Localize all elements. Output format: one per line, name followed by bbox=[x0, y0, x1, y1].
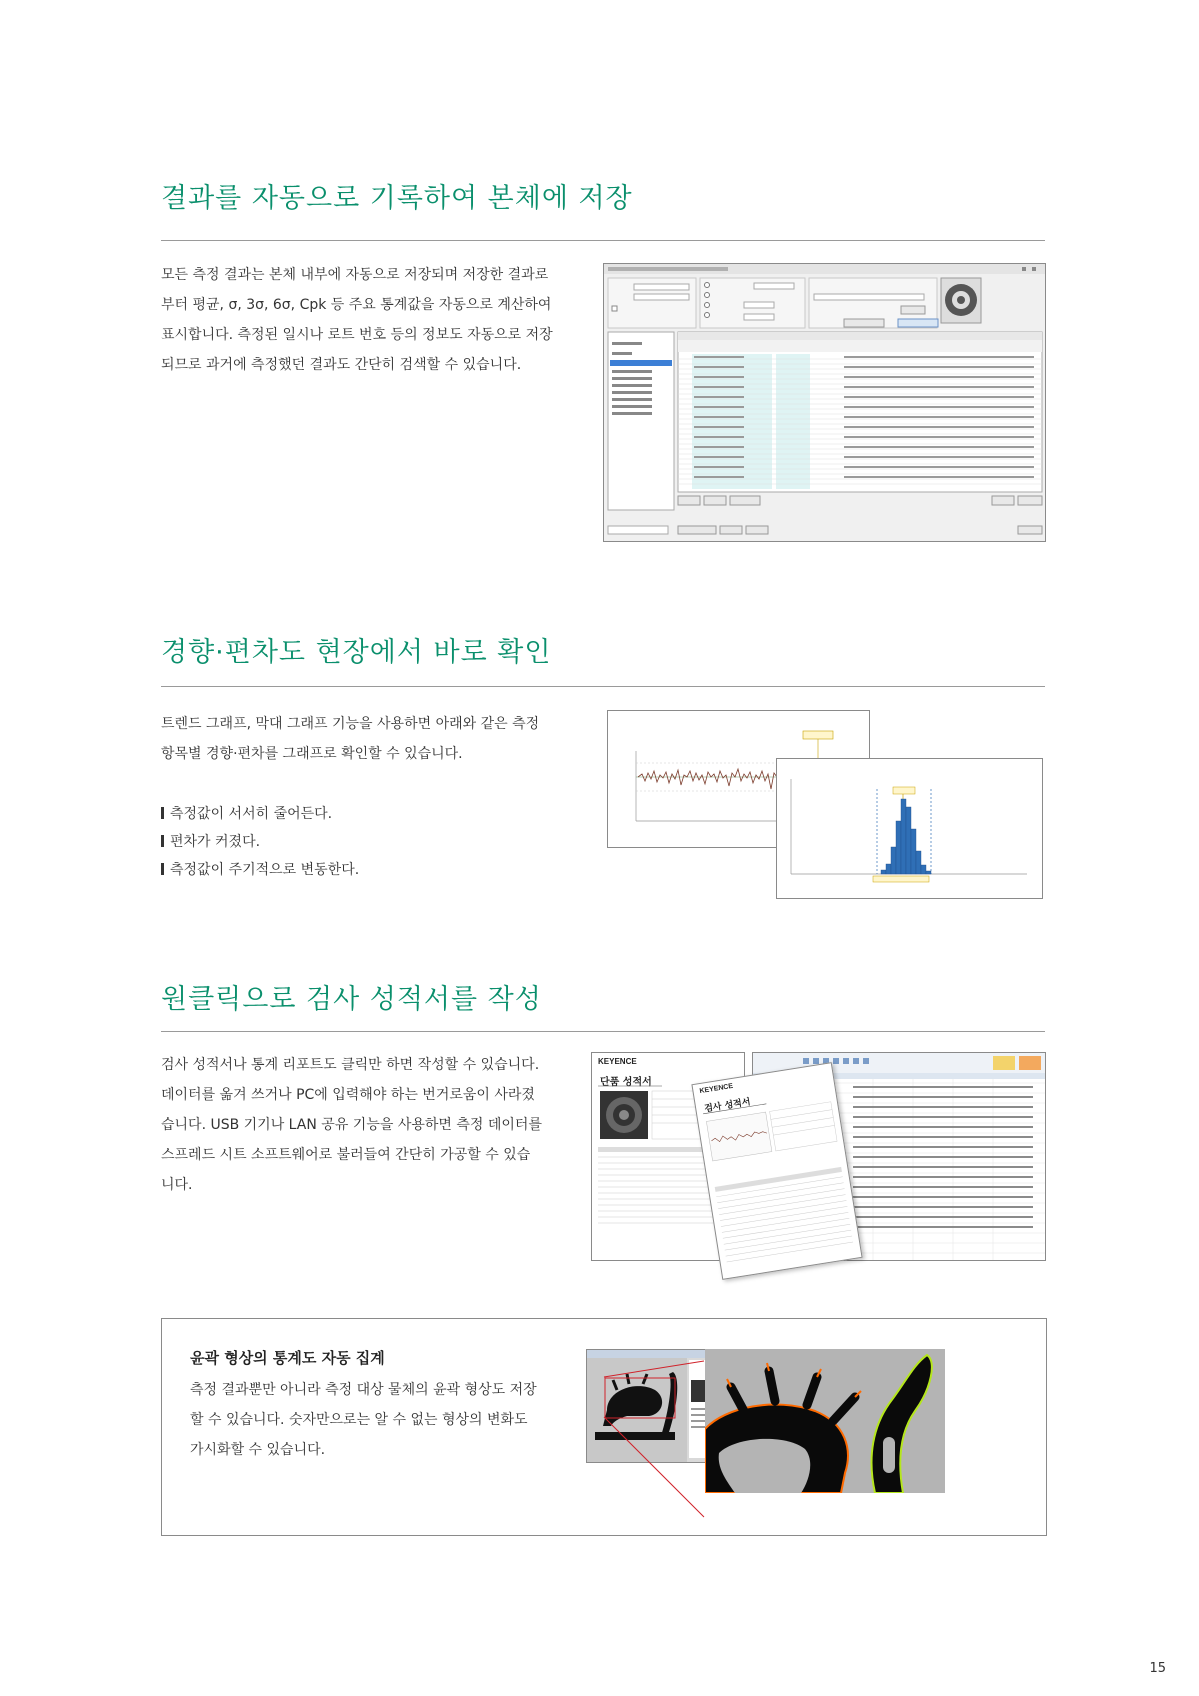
zoom-connector-lines bbox=[602, 1359, 706, 1519]
section-1-body: 모든 측정 결과는 본체 내부에 자동으로 저장되며 저장한 결과로 부터 평균, σ, 3σ, 6σ, Cpk 등 주요 통계값을 자동으로 계산하여 표시합니다. 측정된 일시나 로트 번호 등의 정보도 자동으로 저장 되므로 과거에 측정했던 결과도 간단히 검색할 수 있습니다. bbox=[161, 267, 553, 373]
bullet-item: 편차가 커졌다. bbox=[161, 828, 359, 856]
report-1-title: 단품 성적서 bbox=[600, 1077, 652, 1088]
bullet-item: 측정값이 주기적으로 변동한다. bbox=[161, 856, 359, 884]
callout-title: 윤곽 형상의 통계도 자동 집계 bbox=[190, 1349, 385, 1367]
contour-zoom-shape bbox=[705, 1349, 945, 1493]
bullet-item: 측정값이 서서히 줄어든다. bbox=[161, 800, 359, 828]
results-database-screenshot bbox=[603, 263, 1046, 542]
keyence-logo: KEYENCE bbox=[699, 1082, 734, 1096]
section-3-rule bbox=[161, 1031, 1045, 1032]
inspection-report-screenshot bbox=[691, 1062, 862, 1280]
section-3-body: 검사 성적서나 통계 리포트도 클릭만 하면 작성할 수 있습니다. 데이터를 옮겨 쓰거나 PC에 입력해야 하는 번거로움이 사라졌 습니다. USB 기기나 LAN 공유 기능을 사용하면 측정 데이터를 스프레드 시트 소프트웨어로 불러들여 간단히 가공할 수 있습 니다. bbox=[161, 1057, 542, 1193]
page-number: 15 bbox=[1149, 1661, 1166, 1676]
section-1-heading: 결과를 자동으로 기록하여 본체에 저장 bbox=[161, 183, 633, 214]
histogram-screenshot bbox=[776, 758, 1043, 899]
histogram-chart bbox=[777, 759, 1042, 898]
contour-statistics-callout bbox=[161, 1318, 1047, 1536]
section-2-heading: 경향·편차도 현장에서 바로 확인 bbox=[161, 637, 552, 668]
report-2-title: 검사 성적서 bbox=[703, 1097, 752, 1115]
section-2-body: 트렌드 그래프, 막대 그래프 기능을 사용하면 아래와 같은 측정 항목별 경향·편차를 그래프로 확인할 수 있습니다. bbox=[161, 716, 540, 762]
section-1-rule bbox=[161, 240, 1045, 241]
section-2-rule bbox=[161, 686, 1045, 687]
callout-body: 측정 결과뿐만 아니라 측정 대상 물체의 윤곽 형상도 저장 할 수 있습니다. 숫자만으로는 알 수 없는 형상의 변화도 가시화할 수 있습니다. bbox=[190, 1382, 537, 1458]
section-3-heading: 원클릭으로 검사 성적서를 작성 bbox=[161, 984, 542, 1015]
trend-bullet-list bbox=[161, 800, 359, 884]
report-2-body bbox=[693, 1063, 862, 1278]
keyence-logo: KEYENCE bbox=[598, 1057, 637, 1066]
contour-zoom-image bbox=[705, 1349, 945, 1493]
results-database-window bbox=[604, 264, 1045, 541]
